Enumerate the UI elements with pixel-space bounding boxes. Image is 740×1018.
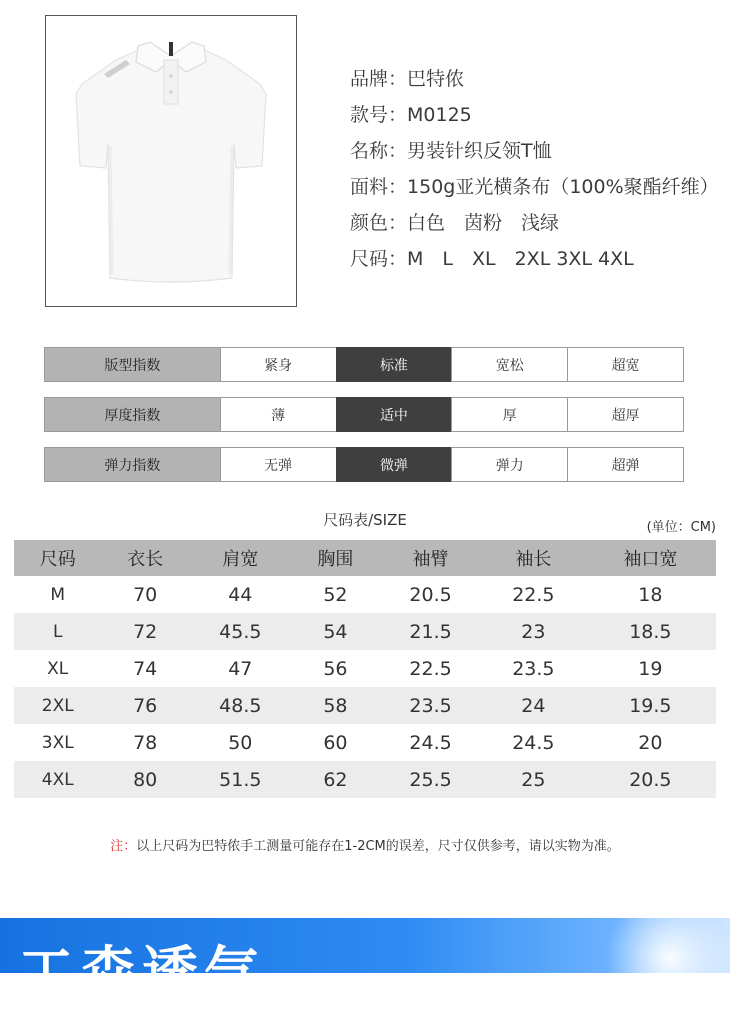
name-value: 男装针织反领T恤 (407, 140, 552, 162)
size-chart-unit: (单位：CM) (646, 520, 716, 535)
fit-option: 宽松 (451, 347, 568, 382)
model-label: 款号： (350, 104, 408, 126)
table-cell: 2XL (14, 687, 101, 724)
thickness-index-label: 厚度指数 (44, 397, 221, 432)
header-cell: 衣长 (101, 540, 188, 576)
size-table (14, 540, 716, 798)
table-cell: 50 (228, 731, 253, 754)
polo-shirt-image (46, 16, 296, 306)
table-cell: 20 (638, 731, 663, 754)
table-row (14, 687, 716, 724)
fit-index-row (44, 347, 684, 382)
header-cell: 肩宽 (189, 540, 292, 576)
fit-option: 超宽 (567, 347, 684, 382)
fabric-row (350, 172, 719, 208)
elasticity-option: 无弹 (220, 447, 337, 482)
thickness-option-selected: 适中 (336, 397, 453, 432)
product-info (350, 64, 719, 280)
table-cell: 3XL (41, 732, 74, 753)
table-cell: 48.5 (189, 687, 292, 724)
name-label: 名称： (350, 140, 408, 162)
thickness-option: 超厚 (567, 397, 684, 432)
table-row (14, 724, 716, 761)
table-cell: 4XL (14, 761, 101, 798)
color-label: 颜色： (350, 212, 408, 234)
header-cell: 袖臂 (379, 540, 482, 576)
thickness-option: 薄 (220, 397, 337, 432)
table-cell: 25.5 (379, 761, 482, 798)
size-label: 尺码： (350, 248, 408, 270)
banner-title: 工森透气 (18, 941, 266, 1006)
table-cell: 76 (101, 687, 188, 724)
table-cell: 24 (482, 687, 585, 724)
table-cell: M (50, 584, 66, 605)
table-row (14, 650, 716, 687)
table-row (14, 576, 716, 613)
table-cell: 44 (228, 583, 253, 606)
elasticity-index-row (44, 447, 684, 482)
table-cell: 78 (133, 731, 158, 754)
table-cell: 62 (292, 761, 379, 798)
table-cell: 25 (482, 761, 585, 798)
measurement-note (0, 835, 730, 854)
model-row (350, 100, 719, 136)
table-cell: 56 (323, 657, 348, 680)
table-row (14, 761, 716, 798)
table-cell: 47 (228, 657, 253, 680)
table-cell: 20.5 (585, 761, 716, 798)
table-cell: 20.5 (409, 583, 452, 606)
table-cell: 74 (133, 657, 158, 680)
fit-option: 紧身 (220, 347, 337, 382)
brand-row (350, 64, 719, 100)
product-photo (45, 15, 297, 307)
table-cell: L (14, 613, 101, 650)
table-cell: 23.5 (512, 657, 555, 680)
table-cell: 22.5 (409, 657, 452, 680)
table-cell: 51.5 (189, 761, 292, 798)
table-cell: 54 (292, 613, 379, 650)
fit-option-selected: 标准 (336, 347, 453, 382)
banner-glow (600, 898, 740, 1018)
table-cell: XL (47, 658, 69, 679)
thickness-index-row (44, 397, 684, 432)
elasticity-index-label: 弹力指数 (44, 447, 221, 482)
color-row (350, 208, 719, 244)
header-cell: 尺码 (14, 540, 101, 576)
elasticity-option: 超弹 (567, 447, 684, 482)
note-prefix: 注： (110, 839, 137, 854)
size-value: M L XL 2XL 3XL 4XL (407, 248, 634, 270)
table-cell: 18 (638, 583, 663, 606)
table-cell: 23.5 (379, 687, 482, 724)
table-cell: 70 (133, 583, 158, 606)
table-cell: 80 (101, 761, 188, 798)
size-chart-title: 尺码表/SIZE (323, 511, 407, 529)
elasticity-option-selected: 微弹 (336, 447, 453, 482)
table-cell: 60 (323, 731, 348, 754)
note-text: 以上尺码为巴特侬手工测量可能存在1-2CM的误差，尺寸仅供参考，请以实物为准。 (136, 839, 620, 854)
table-cell: 19.5 (585, 687, 716, 724)
table-cell: 58 (292, 687, 379, 724)
header-cell: 胸围 (292, 540, 379, 576)
table-cell: 21.5 (379, 613, 482, 650)
elasticity-option: 弹力 (451, 447, 568, 482)
brand-value: 巴特侬 (407, 68, 465, 90)
header-cell: 袖长 (482, 540, 585, 576)
feature-banner (0, 918, 730, 1006)
size-table-header (14, 540, 716, 576)
size-row (350, 244, 719, 280)
table-cell: 45.5 (189, 613, 292, 650)
table-cell: 23 (482, 613, 585, 650)
brand-label: 品牌： (350, 68, 408, 90)
color-value: 白色 茵粉 浅绿 (407, 212, 560, 234)
table-cell: 52 (323, 583, 348, 606)
table-cell: 18.5 (585, 613, 716, 650)
fabric-label: 面料： (350, 176, 408, 198)
fabric-value: 150g亚光横条布（100%聚酯纤维） (407, 176, 719, 198)
thickness-option: 厚 (451, 397, 568, 432)
header-cell: 袖口宽 (585, 540, 716, 576)
table-cell: 19 (638, 657, 663, 680)
name-row (350, 136, 719, 172)
table-cell: 22.5 (512, 583, 555, 606)
model-value: M0125 (407, 104, 472, 126)
table-cell: 72 (101, 613, 188, 650)
table-cell: 24.5 (512, 731, 555, 754)
table-cell: 24.5 (409, 731, 452, 754)
fit-index-label: 版型指数 (44, 347, 221, 382)
table-row (14, 613, 716, 650)
